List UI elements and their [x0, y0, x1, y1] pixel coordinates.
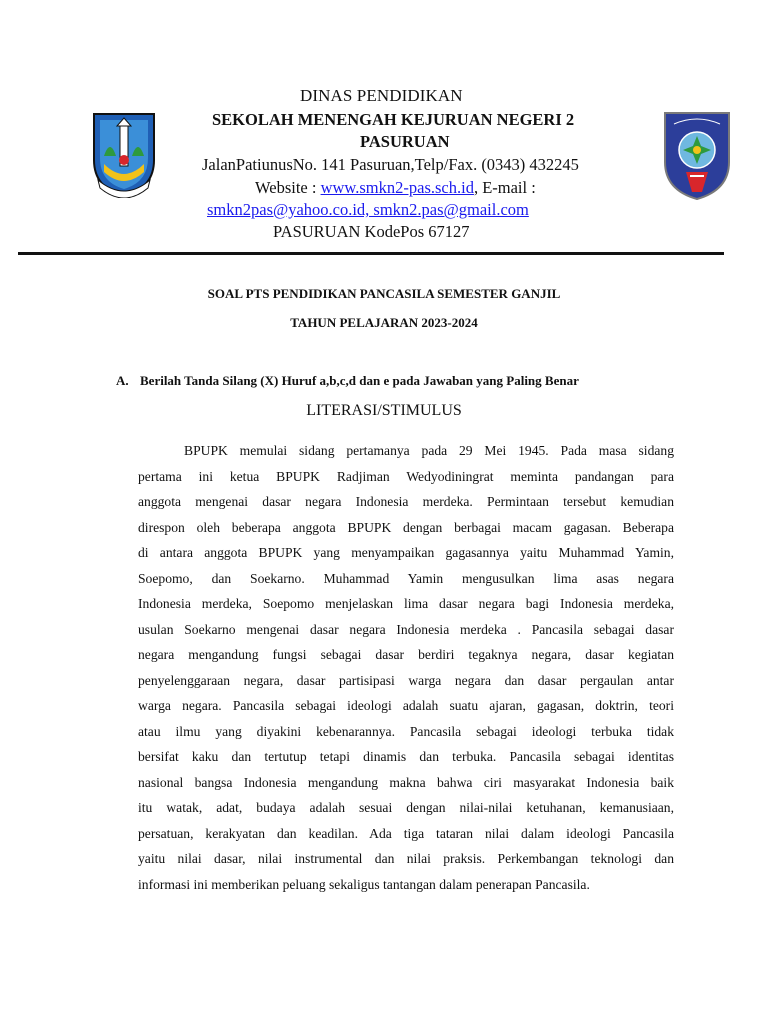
exam-year: TAHUN PELAJARAN 2023-2024: [290, 315, 478, 330]
section-number: A.: [116, 373, 129, 388]
exam-title: SOAL PTS PENDIDIKAN PANCASILA SEMESTER GANJIL: [207, 286, 561, 301]
school-name-line1: SEKOLAH MENENGAH KEJURUAN NEGERI 2: [212, 110, 575, 129]
paragraph-line: anggota mengenai dasar negara Indonesia merdeka. Permintaan tersebut kemudian: [138, 494, 674, 509]
province-crest-logo: [90, 110, 158, 198]
section-a-instruction: [116, 373, 579, 389]
paragraph-line: persatuan, kerakyatan dan keadilan. Ada tiga tataran nilai dalam ideologi Pancasila: [138, 825, 674, 841]
paragraph-line: Soepomo, dan Soekarno. Muhammad Yamin mengusulkan lima asas negara: [138, 570, 674, 586]
paragraph-line: bersifat kaku dan tertutup tetapi dinamis dan terbuka. Pancasila sebagai identitas: [138, 749, 674, 764]
paragraph-line: usulan Soekarno mengenai dasar negara Indonesia merdeka . Pancasila sebagai dasar: [138, 621, 674, 637]
paragraph-line: yaitu nilai dasar, nilai instrumental dan nilai praksis. Perkembangan teknologi dan: [138, 851, 674, 866]
school-shield-logo: [662, 110, 732, 202]
school-address: JalanPatiunusNo. 141 Pasuruan,Telp/Fax. (0343) 432245: [202, 155, 579, 174]
email-label: , E-mail :: [473, 178, 536, 197]
school-name-line2: PASURUAN: [360, 132, 450, 151]
stimulus-heading: LITERASI/STIMULUS: [306, 402, 462, 419]
section-instruction-text: Berilah Tanda Silang (X) Huruf a,b,c,d dan e pada Jawaban yang Paling Benar: [140, 373, 579, 388]
paragraph-line: pertama ini ketua BPUPK Radjiman Wedyodiningrat meminta pandangan para: [138, 468, 674, 484]
website-link[interactable]: www.smkn2-pas.sch.id: [320, 178, 474, 197]
paragraph-line: warga negara. Pancasila sebagai ideologi adalah suatu ajaran, gagasan, doktrin, teori: [138, 698, 674, 713]
paragraph-line: BPUPK memulai sidang pertamanya pada 29 Mei 1945. Pada masa sidang: [184, 443, 674, 458]
paragraph-line: direspon oleh beberapa anggota BPUPK dengan berbagai macam gagasan. Beberapa: [138, 519, 674, 535]
paragraph-line: negara mengandung fungsi sebagai dasar berdiri tegaknya negara, dasar kegiatan: [138, 647, 674, 662]
paragraph-line: atau ilmu yang diyakini kebenarannya. Pancasila sebagai ideologi terbuka tidak: [138, 723, 674, 739]
email-line: [207, 200, 529, 220]
paragraph-line: informasi ini memberikan peluang sekaligus tantangan dalam penerapan Pancasila.: [138, 876, 590, 892]
stimulus-paragraph: [138, 443, 674, 893]
postal-code: PASURUAN KodePos 67127: [273, 222, 470, 241]
paragraph-line: penyelenggaraan negara, dasar partisipasi warga negara dan dasar pergaulan antar: [138, 672, 674, 688]
paragraph-line: Indonesia merdeka, Soepomo menjelaskan lima dasar negara bagi Indonesia merdeka,: [138, 596, 674, 611]
paragraph-line: di antara anggota BPUPK yang menyampaikan gagasannya yaitu Muhammad Yamin,: [138, 545, 674, 560]
paragraph-line: itu watak, adat, budaya adalah sesuai dengan nilai-nilai ketuhanan, kemanusiaan,: [138, 800, 674, 815]
letterhead-divider: [18, 252, 724, 255]
website-line: [255, 178, 536, 198]
agency-name: DINAS PENDIDIKAN: [300, 86, 463, 105]
email-links[interactable]: smkn2pas@yahoo.co.id, smkn2.pas@gmail.com: [207, 200, 529, 219]
website-label: Website :: [255, 178, 321, 197]
paragraph-line: nasional bangsa Indonesia mengandung makna bahwa ciri masyarakat Indonesia baik: [138, 774, 674, 790]
